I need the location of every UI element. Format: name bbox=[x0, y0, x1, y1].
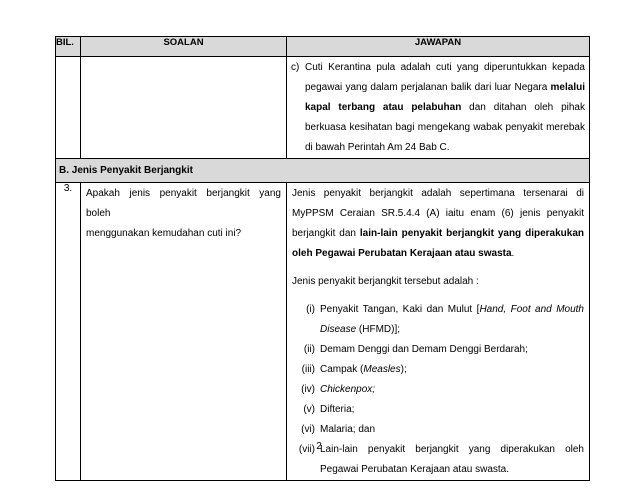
list-item bbox=[292, 340, 584, 360]
answer-p1-text: Jenis penyakit berjangkit adalah sepertimana tersenarai di MyPPSM Ceraian SR.5.4.4 (A) iaitu enam (6) jenis penyakit berjangkit dan bbox=[292, 188, 584, 239]
list-item-text: Penyakit Tangan, Kaki dan Mulut [ bbox=[320, 304, 480, 315]
header-soalan: SOALAN bbox=[81, 37, 287, 57]
section-row bbox=[56, 159, 590, 183]
list-item-text: Lain-lain penyakit berjangkit yang diperakukan oleh Pegawai Perubatan Kerajaan atau swasta. bbox=[320, 444, 584, 475]
list-marker: (iii) bbox=[301, 364, 315, 375]
list-item-after: (HFMD)]; bbox=[356, 324, 401, 335]
list-item bbox=[292, 360, 584, 380]
table-row-continuation bbox=[56, 57, 590, 159]
list-item-text: Difteria; bbox=[320, 404, 355, 415]
section-title: B. Jenis Penyakit Berjangkit bbox=[56, 159, 590, 183]
list-item-text: Demam Denggi dan Demam Denggi Berdarah; bbox=[320, 344, 528, 355]
question-text bbox=[81, 183, 286, 244]
question-cell bbox=[81, 183, 287, 481]
list-item bbox=[292, 380, 584, 400]
item-marker-c: c) bbox=[291, 62, 300, 73]
answer-paragraph-2: Jenis penyakit berjangkit tersebut adalah : bbox=[292, 276, 479, 287]
cell-bil-empty bbox=[56, 57, 81, 159]
list-item-italic: Chickenpox; bbox=[320, 384, 376, 395]
question-line-1: Apakah jenis penyakit berjangkit yang boleh bbox=[86, 188, 281, 219]
cell-soalan-empty bbox=[81, 57, 287, 159]
header-jawapan: JAWAPAN bbox=[287, 37, 590, 57]
table-row bbox=[56, 183, 590, 481]
list-item bbox=[292, 420, 584, 440]
answer-p1-bold: lain-lain penyakit berjangkit yang diperakukan oleh Pegawai Perubatan Kerajaan atau swasta bbox=[292, 228, 584, 259]
header-bil: BIL. bbox=[56, 37, 81, 57]
question-line-2: menggunakan kemudahan cuti ini? bbox=[86, 228, 242, 239]
list-item-after: ); bbox=[400, 364, 407, 375]
answer-c-part1: Cuti Kerantina pula adalah cuti yang diperuntukkan kepada pegawai yang dalam perjalanan balik dari luar Negara bbox=[305, 62, 585, 93]
list-item-text: Campak ( bbox=[320, 364, 364, 375]
list-marker: (i) bbox=[306, 304, 315, 315]
answer-p1-end: . bbox=[511, 248, 515, 259]
list-marker: (vii) bbox=[298, 444, 315, 455]
list-marker: (ii) bbox=[303, 344, 315, 355]
list-item-italic: Hand, Foot and Mouth Disease bbox=[320, 304, 584, 335]
row-number: 3. bbox=[56, 183, 81, 481]
list-marker: (v) bbox=[303, 404, 315, 415]
answer-c-text bbox=[305, 58, 585, 158]
answer-cell bbox=[287, 183, 590, 481]
list-marker: (iv) bbox=[301, 384, 315, 395]
list-item bbox=[292, 300, 584, 340]
answer-c-part2: dan ditahan oleh pihak berkuasa kesihatan bagi mengekang wabak penyakit merebak di bawah Perintah Am 24 Bab C. bbox=[305, 102, 585, 153]
page-number: 2 bbox=[316, 441, 322, 452]
table-header-row bbox=[56, 37, 590, 57]
list-item-italic: Measles bbox=[363, 364, 401, 375]
list-item bbox=[292, 400, 584, 420]
list-item-text: Malaria; dan bbox=[320, 424, 376, 435]
answer-c-bold: melalui kapal terbang atau pelabuhan bbox=[305, 82, 585, 113]
list-marker: (vi) bbox=[301, 424, 315, 435]
answer-paragraph-1 bbox=[292, 184, 584, 264]
cell-jawapan-c bbox=[287, 57, 590, 159]
disease-list bbox=[292, 300, 584, 480]
qa-table bbox=[55, 36, 590, 481]
